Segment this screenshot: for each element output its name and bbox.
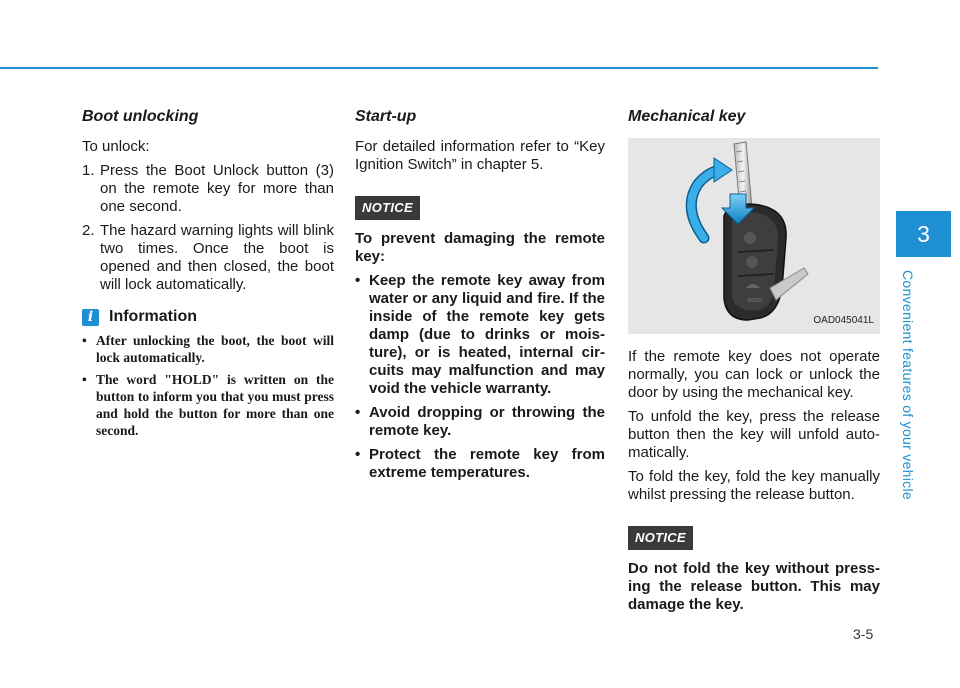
figure-code: OAD045041L [813,315,874,326]
startup-text: For detailed information refer to “Key Ignition Switch” in chapter 5. [355,138,605,173]
mechanical-key-paragraph: To fold the key, fold the key manually whilst pressing the release button. [628,468,880,503]
notice-list [355,272,605,482]
mechanical-key-paragraph: If the remote key does not operate normally, you can lock or unlock the door by using the mechanical key. [628,348,880,401]
page-number: 3-5 [853,626,874,642]
step-item [82,222,334,294]
boot-unlocking-intro: To unlock: [82,138,150,155]
boot-unlocking-heading: Boot unlocking [82,108,199,125]
step-item [82,162,334,216]
notice-badge: NOTICE [628,526,693,550]
notice-item: • Avoid dropping or throwing the remote key. [355,404,605,440]
step-text: The hazard warning lights will blink two times. Once the boot is opened and then closed, the boot will lock automatically. [100,222,334,293]
remote-key-svg [628,138,880,334]
chapter-title: Convenient features of your vehicle [900,270,916,500]
column-startup [355,106,605,488]
fob-button-label: HOLD [748,298,762,304]
information-item: • After unlocking the boot, the boot will lock automatically. [82,332,334,366]
notice-item: • Keep the remote key away from water or any liquid and fire. If the inside of the remote key gets damp (due to drinks or mois-ture), or is heated, internal cir-cuits may malfunction and may void the vehicle warranty. [355,272,605,398]
startup-heading: Start-up [355,108,417,125]
information-title: Information [109,308,197,325]
notice-badge: NOTICE [355,196,420,220]
notice-lead: To prevent damaging the remote key: [355,230,605,265]
mechanical-key-heading: Mechanical key [628,108,746,125]
information-icon: i [82,309,99,326]
mechanical-key-paragraph: To unfold the key, press the release button then the key will unfold auto-matically. [628,408,880,461]
key-illustration [628,138,880,334]
information-item: • The word "HOLD" is written on the button to inform you that you must press and hold the button for more than one second. [82,371,334,439]
boot-unlocking-steps [82,162,334,294]
chapter-number: 3 [917,221,930,247]
column-boot-unlocking [82,106,334,444]
information-header [82,308,334,326]
step-number: 2. [82,222,95,239]
step-number: 1. [82,162,95,179]
top-rule [0,67,878,69]
information-list [82,332,334,439]
mechanical-key-notice-text: Do not fold the key without press-ing the release button. This may damage the key. [628,560,880,613]
notice-item: • Protect the remote key from extreme temperatures. [355,446,605,482]
chapter-tab [896,211,951,257]
column-mechanical-key [628,106,880,620]
chapter-title-vertical [900,270,920,500]
step-text: Press the Boot Unlock button (3) on the remote key for more than one second. [100,162,334,215]
